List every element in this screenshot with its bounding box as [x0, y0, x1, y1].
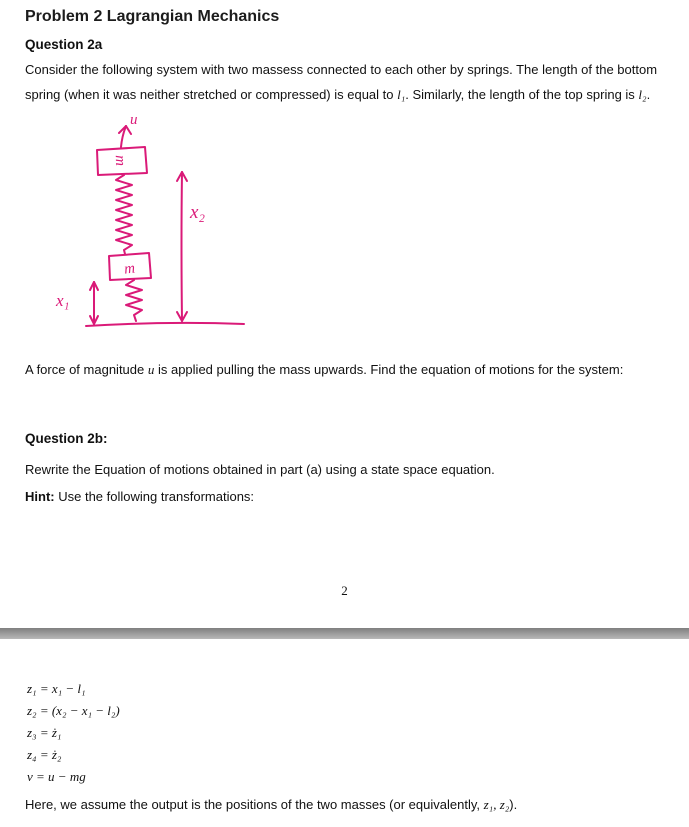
question-2b-heading: Question 2b:: [25, 431, 108, 446]
force-arrow-up: [119, 126, 131, 147]
x1-measure-arrow: [90, 282, 98, 324]
closing-pre: Here, we assume the output is the positions of the two masses (or equivalently,: [25, 797, 484, 812]
hint-line: [25, 484, 667, 509]
q2a-body-pre: Consider the following system with two massess connected to each other by springs. The length of the bottom spring (when it was neither stretched or compressed) is equal to: [25, 62, 658, 102]
equation-z3: z₃ = ż₁: [27, 725, 62, 740]
question-2a-body: [25, 57, 667, 107]
page-divider: [0, 628, 689, 639]
question-2a-heading: Question 2a: [25, 37, 103, 52]
transformation-equations: [27, 678, 120, 788]
x2-label: x₂: [190, 202, 206, 223]
force-pre: A force of magnitude: [25, 362, 148, 377]
math-z1-z2: z₁, z₂: [483, 797, 510, 812]
top-spring: [116, 175, 132, 254]
x1-label: x₁: [56, 291, 70, 310]
hand-drawn-figure: [48, 112, 268, 350]
equation-z4: z₄ = ż₂: [27, 747, 62, 762]
closing-paragraph: [25, 792, 667, 817]
math-u: u: [147, 362, 155, 377]
question-2b-body: Rewrite the Equation of motions obtained in part (a) using a state space equation.: [25, 462, 495, 477]
ground-line: [86, 323, 244, 326]
spring-mass-sketch: [48, 112, 268, 350]
equation-z2: z₂ = (x₂ − x₁ − l₂): [27, 703, 120, 718]
top-mass-label: m: [111, 154, 129, 167]
force-paragraph: [25, 357, 667, 382]
equation-z1: z₁ = x₁ − l₁: [27, 681, 86, 696]
force-post: is applied pulling the mass upwards. Find the equation of motions for the system:: [154, 362, 624, 377]
page-title: Problem 2 Lagrangian Mechanics: [25, 8, 280, 25]
page-number: 2: [341, 583, 348, 598]
hint-label: Hint:: [25, 489, 55, 504]
equation-v: v = u − mg: [27, 769, 86, 784]
x2-measure-arrow: [177, 172, 187, 321]
closing-post: ).: [509, 797, 518, 812]
math-l2: l₂: [638, 87, 647, 102]
math-l1: l₁: [397, 87, 406, 102]
bottom-mass-label: m: [123, 260, 136, 278]
bottom-spring: [126, 280, 142, 321]
force-label-u: u: [130, 112, 138, 128]
hint-text: Use the following transformations:: [54, 489, 255, 504]
q2a-body-mid: . Similarly, the length of the top spring is: [405, 87, 639, 102]
q2a-body-end: .: [646, 87, 651, 102]
